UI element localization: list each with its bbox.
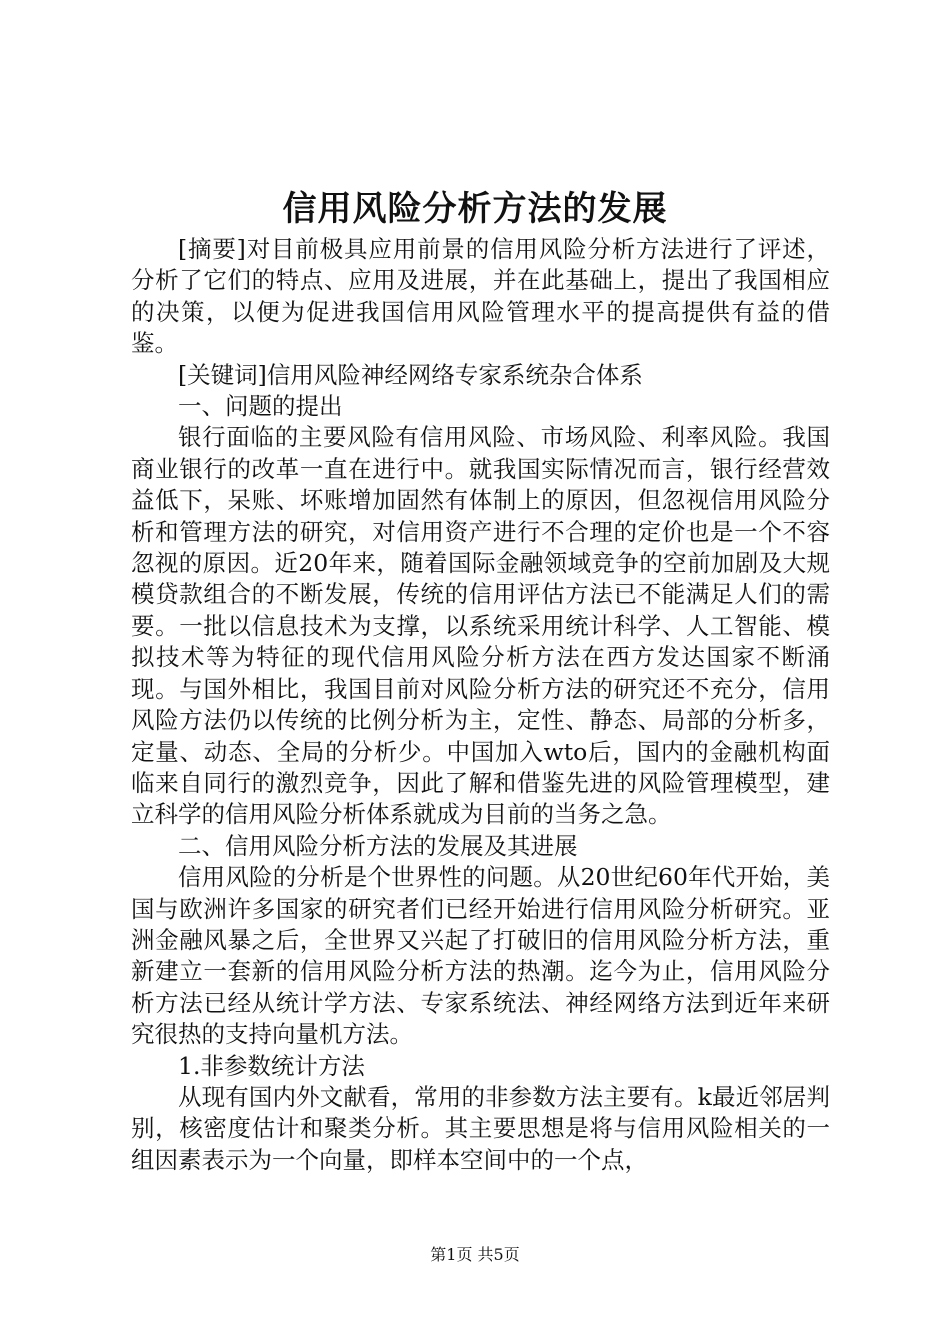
document-title: 信用风险分析方法的发展 xyxy=(282,189,668,229)
document-body xyxy=(131,234,830,1176)
abstract-paragraph: [摘要]对目前极具应用前景的信用风险分析方法进行了评述，分析了它们的特点、应用及进展，并在此基础上，提出了我国相应的决策，以便为促进我国信用风险管理水平的提高提供有益的借鉴。 xyxy=(131,235,830,358)
body-paragraph: 银行面临的主要风险有信用风险、市场风险、利率风险。我国商业银行的改革一直在进行中。就我国实际情况而言，银行经营效益低下，呆账、坏账增加固然有体制上的原因，但忽视信用风险分析和管理方法的研究，对信用资产进行不合理的定价也是一个不容忽视的原因。近20年来，随着国际金融领域竞争的空前加剧及大规模贷款组合的不断发展，传统的信用评估方法已不能满足人们的需要。一批以信息技术为支撑，以系统采用统计科学、人工智能、模拟技术等为特征的现代信用风险分析方法在西方发达国家不断涌现。与国外相比，我国目前对风险分析方法的研究还不充分，信用风险方法仍以传统的比例分析为主，定性、静态、局部的分析多，定量、动态、全局的分析少。中国加入wto后，国内的金融机构面临来自同行的激烈竞争，因此了解和借鉴先进的风险管理模型，建立科学的信用风险分析体系就成为目前的当务之急。 xyxy=(131,423,830,829)
section-heading-2: 二、信用风险分析方法的发展及其进展 xyxy=(178,831,578,860)
subsection-heading-1: 1.非参数统计方法 xyxy=(178,1051,365,1080)
body-paragraph: 信用风险的分析是个世界性的问题。从20世纪60年代开始，美国与欧洲许多国家的研究者们已经开始进行信用风险分析研究。亚洲金融风暴之后，全世界又兴起了打破旧的信用风险分析方法，重新建立一套新的信用风险分析方法的热潮。迄今为止，信用风险分析方法已经从统计学方法、专家系统法、神经网络方法到近年来研究很热的支持向量机方法。 xyxy=(131,863,830,1049)
section-heading-1: 一、问题的提出 xyxy=(178,392,343,421)
keywords-paragraph: [关键词]信用风险神经网络专家系统杂合体系 xyxy=(178,360,643,389)
body-paragraph: 从现有国内外文献看，常用的非参数方法主要有。k最近邻居判别，核密度估计和聚类分析。其主要思想是将与信用风险相关的一组因素表示为一个向量，即样本空间中的一个点， xyxy=(131,1082,830,1174)
page-number-footer: 第1页 共5页 xyxy=(430,1245,520,1264)
